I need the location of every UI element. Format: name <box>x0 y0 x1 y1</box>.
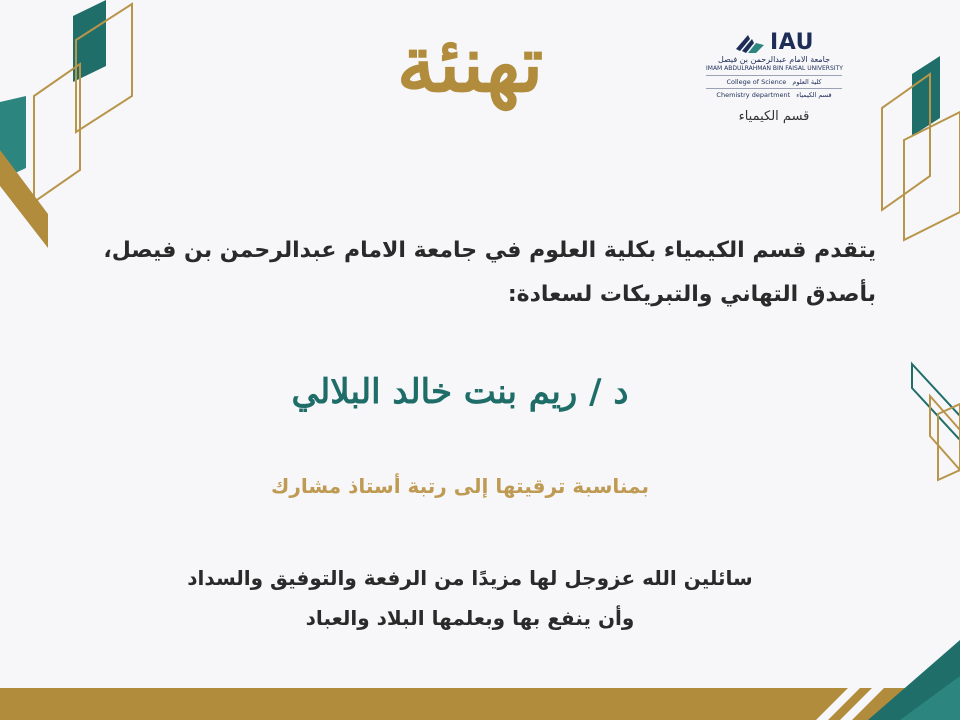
logo-college-row <box>706 78 842 86</box>
recipient-name: د / ريم بنت خالد البلالي <box>291 372 629 412</box>
message-line-1: يتقدم قسم الكيمياء بكلية العلوم في جامعة الامام عبدالرحمن بن فيصل، <box>103 238 876 263</box>
top-left-ornament <box>0 0 132 248</box>
book-emblem-icon <box>734 31 766 55</box>
university-logo <box>706 30 842 124</box>
logo-college-en: College of Science <box>726 78 787 87</box>
logo-dept-row <box>706 91 842 99</box>
logo-divider-2 <box>706 88 842 89</box>
greeting-title: تهنئة <box>396 19 544 110</box>
prayer-line-2: وأن ينفع بها وبعلمها البلاد والعباد <box>305 606 635 630</box>
prayer-line-1: سائلين الله عزوجل لها مزيدًا من الرفعة والتوفيق والسداد <box>187 566 753 590</box>
message-line-2: بأصدق التهاني والتبريكات لسعادة: <box>507 282 876 307</box>
logo-mark-row <box>706 30 842 55</box>
logo-name-ar: جامعة الامام عبدالرحمن بن فيصل <box>717 55 831 64</box>
logo-dept-ar: قسم الكيمياء <box>796 91 832 100</box>
logo-divider <box>706 75 842 76</box>
occasion-text: بمناسبة ترقيتها إلى رتبة أستاذ مشارك <box>271 474 649 498</box>
logo-acronym: IAU <box>770 30 814 55</box>
bottom-band <box>0 640 960 720</box>
right-ornament <box>912 364 960 480</box>
department-name: قسم الكيمياء <box>738 109 810 125</box>
top-right-ornament <box>882 56 960 240</box>
logo-name-en: IMAM ABDULRAHMAN BIN FAISAL UNIVERSITY <box>706 65 843 73</box>
logo-college-ar: كلية العلوم <box>792 78 822 87</box>
logo-dept-en: Chemistry department <box>716 91 791 100</box>
